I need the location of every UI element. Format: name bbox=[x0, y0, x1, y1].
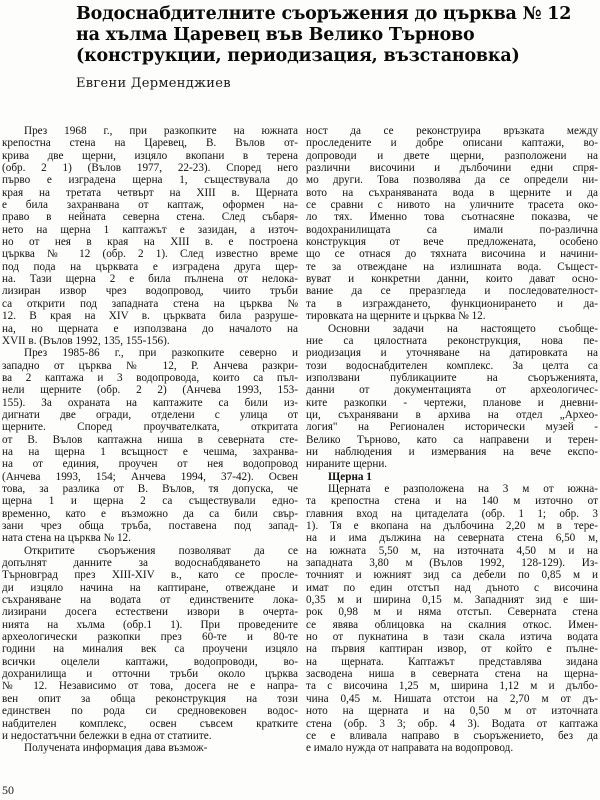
text-line: те за отвеждане на излишната вода. Същест- bbox=[306, 260, 598, 273]
text-line: допълнят данните за водоснабдяването на bbox=[2, 557, 298, 570]
text-line: имат по един отстъп над дъното с височина bbox=[306, 581, 598, 594]
text-line: ци, съхранявани в архива на отдел „Архео- bbox=[306, 408, 598, 421]
text-line: нираните щерни. bbox=[306, 458, 388, 471]
text-line: от В. Вълов каптажна ниша в северната сте- bbox=[2, 433, 298, 446]
text-line: на първия каптиран извор, от който е пълне- bbox=[306, 643, 598, 656]
text-line: различни височини и дълбочини едни спря- bbox=[306, 162, 598, 175]
page-number: 50 bbox=[2, 783, 14, 797]
text-line: ва 2 каптажа и 3 водопровода, които са пъл- bbox=[2, 371, 298, 384]
text-line: щерна 1 и щерна 2 са съществували едно- bbox=[2, 495, 298, 508]
article-title bbox=[76, 4, 596, 67]
text-line: През 1968 г., при разкопките на южната bbox=[24, 125, 298, 137]
text-line: тировката на щерните и църква № 12. bbox=[306, 310, 486, 323]
text-line: главния вход на цитаделата (обр. 1 1; обр. 3 bbox=[306, 507, 598, 520]
text-line: западно от църква № 12, Р. Анчева разкри- bbox=[2, 359, 298, 372]
text-line: ната стена на църква № 12. bbox=[2, 532, 131, 545]
text-line: данни от документацията от археологичес- bbox=[306, 384, 598, 397]
text-line: на южната 5,50 м, на източната 4,50 м и на bbox=[306, 544, 598, 557]
text-line: е имало нужда от направата на водопровод. bbox=[306, 742, 514, 755]
text-line: стена (обр. 3 3; обр. 4 3). Водата от каптажа bbox=[306, 717, 598, 730]
text-line: дигнати две огради, отделени с улица от bbox=[2, 408, 298, 421]
text-line: вание да се преразгледа и последователност- bbox=[306, 285, 598, 298]
text-line: крива две щерни, изцяло вкопани в терена bbox=[2, 149, 298, 162]
text-line: та в изграждането, функционирането и да- bbox=[306, 297, 598, 310]
text-line: се сравни с нивото на уличните трасета око- bbox=[306, 199, 598, 212]
text-line: ките разкопки - чертежи, планове и дневни- bbox=[306, 396, 598, 409]
text-line: право в нейната северна стена. След събаря- bbox=[2, 211, 298, 224]
text-line: западната 3,80 м (Вълов 1992, 128-129). Из- bbox=[306, 557, 598, 570]
text-line: временно, като е възможно да са били свър- bbox=[2, 507, 298, 520]
text-line: Получената информация дава възмож- bbox=[24, 742, 208, 755]
text-line: мо други. Това позволява да се определи ни- bbox=[306, 174, 598, 187]
text-line: археологически разкопки през 60-те и 80-те bbox=[2, 631, 298, 644]
text-line: (обр. 2 1) (Вълов 1977, 22-23). Според него bbox=[2, 162, 298, 175]
text-line: ди изцяло начина на каптиране, отвеждане и bbox=[2, 581, 298, 594]
text-line: През 1985-86 г., при разкопките северно и bbox=[24, 347, 298, 360]
text-line: ни наблюдения и измервания на вече експо- bbox=[306, 445, 598, 458]
text-line: допроводи и двете щерни, разположени на bbox=[306, 149, 598, 162]
text-line: на, но щерната е използвана до началото на bbox=[2, 322, 298, 335]
text-line: използвани публикациите на съоръженията, bbox=[306, 371, 598, 384]
text-line: Откритите съоръжения позволяват да се bbox=[24, 544, 298, 557]
text-line: вуват и конкретни данни, които дават осно- bbox=[306, 273, 598, 286]
text-line: крепостна стена на Царевец, В. Вълов от- bbox=[2, 137, 298, 150]
text-line: ност да се реконструира връзката между bbox=[306, 125, 598, 137]
text-line: на на щерна 1 всъщност е чешма, захранва- bbox=[2, 445, 298, 458]
text-line: логия" на Регионален исторически музей - bbox=[306, 421, 598, 434]
text-line: чина 0,45 м. Нишата отстои на 2,70 м от дъ- bbox=[306, 692, 598, 705]
text-line: този водоснабдителен комплекс. За целта са bbox=[306, 359, 598, 372]
section-heading: Щерна 1 bbox=[328, 470, 372, 483]
text-line: единствен по рода си средновековен водос- bbox=[2, 705, 298, 718]
text-line: конструкция от вече предложената, особено bbox=[306, 236, 598, 249]
text-line: та крепостна стена и на 140 м източно от bbox=[306, 495, 598, 508]
text-line: точният и южният зид са дебели по 0,85 м и bbox=[306, 569, 598, 582]
text-line: ло тях. Именно това съотнасяне показва, че bbox=[306, 211, 598, 224]
text-line: проследените и добре описани каптажи, во- bbox=[306, 137, 598, 150]
text-line: дохранилища и отточни тръби около църква bbox=[2, 668, 298, 681]
text-line: XVII в. (Вълов 1992, 135, 155-156). bbox=[2, 334, 170, 347]
text-line: е била захранвана от каптаж, оформен на- bbox=[2, 199, 298, 212]
text-line: лизиран извор чрез водопровод, чиито тръби bbox=[2, 285, 298, 298]
text-line: и недостатъчни бележки в една от статиите. bbox=[2, 729, 212, 742]
text-line: № 12. Независимо от това, досега не е напра- bbox=[2, 680, 298, 693]
text-line: нията на хълма (обр.1 1). При проведените bbox=[2, 618, 298, 631]
text-line: църква № 12 (обр. 2 1). След известно време bbox=[2, 248, 298, 261]
text-line: съхраняване на водата от единствените лока- bbox=[2, 594, 298, 607]
text-line: нели щерните (обр. 2 2) (Анчева 1993, 153- bbox=[2, 384, 298, 397]
text-line: първо е изградена щерна 1, съществувала до bbox=[2, 174, 298, 187]
text-line: риодизация и уточняване на датировката на bbox=[306, 347, 598, 360]
right-text-column bbox=[306, 125, 598, 755]
text-line: засводена ниша в северната стена на щерна- bbox=[306, 668, 598, 681]
text-line: 1). Тя е вкопана на дълбочина 2,20 м в тере- bbox=[306, 520, 598, 532]
text-line: (Анчева 1993, 154; Анчева 1994, 37-42). Освен bbox=[2, 470, 298, 483]
text-line: лизирани досега естествени извори в очерта- bbox=[2, 606, 298, 619]
text-line: Щерната е разположена на 3 м от южна- bbox=[328, 482, 598, 495]
author-name: Евгени Дерменджиев bbox=[76, 76, 231, 91]
left-text-column bbox=[2, 125, 298, 755]
text-line: водохранилищата са имали по-различна bbox=[306, 223, 598, 236]
text-line: рок 0,98 м и няма отстъп. Северната стена bbox=[306, 606, 598, 619]
text-line: вен опит за обща реконструкция на този bbox=[2, 692, 298, 705]
text-line: щерните. Според проучвателката, откритата bbox=[2, 421, 298, 434]
text-line: края на третата четвърт на XIII в. Щерната bbox=[2, 186, 298, 199]
text-line: под пода на църквата е изградена друга щер- bbox=[2, 260, 298, 273]
text-line: нето на щерна 1 каптажът е зазидан, а източ- bbox=[2, 223, 298, 236]
text-line: 12. В края на XIV в. църквата била разруше- bbox=[2, 310, 298, 323]
text-line: що се отнася до тяхната височина и начини- bbox=[306, 248, 598, 261]
text-line: Велико Търново, като са направени и терен- bbox=[306, 433, 598, 446]
text-line: са открити под западната стена на църква № bbox=[2, 297, 298, 310]
text-line: Основни задачи на настоящето съобще- bbox=[328, 322, 598, 335]
text-line: ното на щерната и на 0,50 м от източната bbox=[306, 705, 598, 718]
text-line: всички оцелели каптажи, водопроводи, во- bbox=[2, 655, 298, 668]
title-line-2: на хълма Царевец във Велико Търново bbox=[76, 25, 475, 45]
text-line: 0,35 м и ширина 0,15 м. Западният зид е ши- bbox=[306, 594, 598, 607]
text-line: на от единия, проучен от нея водопровод bbox=[2, 458, 298, 471]
text-line: вото на съхраняваната вода в щерните и да bbox=[306, 186, 598, 199]
title-line-1: Водоснабдителните съоръжения до църква № 12 bbox=[76, 4, 572, 24]
text-line: се е вливала направо в съоръжението, без да bbox=[306, 729, 598, 742]
text-line: зани чрез обща тръба, поставена под запад- bbox=[2, 520, 298, 532]
text-line: на щерната. Каптажът представлява зидана bbox=[306, 655, 598, 668]
text-line: 155). За охраната на каптажите са били из- bbox=[2, 396, 298, 409]
text-line: Търновград през XIII-XIV в., като се просле- bbox=[2, 569, 298, 582]
text-line: ние са цялостната реконструкция, нова пе- bbox=[306, 334, 598, 347]
text-line: набдителен комплекс, освен съвсем кратките bbox=[2, 717, 298, 730]
text-line: това, за разлика от В. Вълов, тя допуска, че bbox=[2, 482, 298, 495]
title-line-3: (конструкции, периодизация, възстановка) bbox=[76, 46, 520, 66]
text-line: години на миналия век са проучени изцяло bbox=[2, 643, 298, 656]
text-line: на и има дължина на северната стена 6,50 м, bbox=[306, 532, 598, 545]
text-line: се явява облицовка на скалния откос. Имен- bbox=[306, 618, 598, 631]
text-line: но от пукнатина в тази скала изтича водата bbox=[306, 631, 598, 644]
text-line: та с височина 1,25 м, ширина 1,12 м и дълбо- bbox=[306, 680, 598, 693]
text-line: но от нея в края на XIII в. е построена bbox=[2, 236, 298, 249]
text-line: на. Тази щерна 2 е била пълнена от нелока- bbox=[2, 273, 298, 286]
